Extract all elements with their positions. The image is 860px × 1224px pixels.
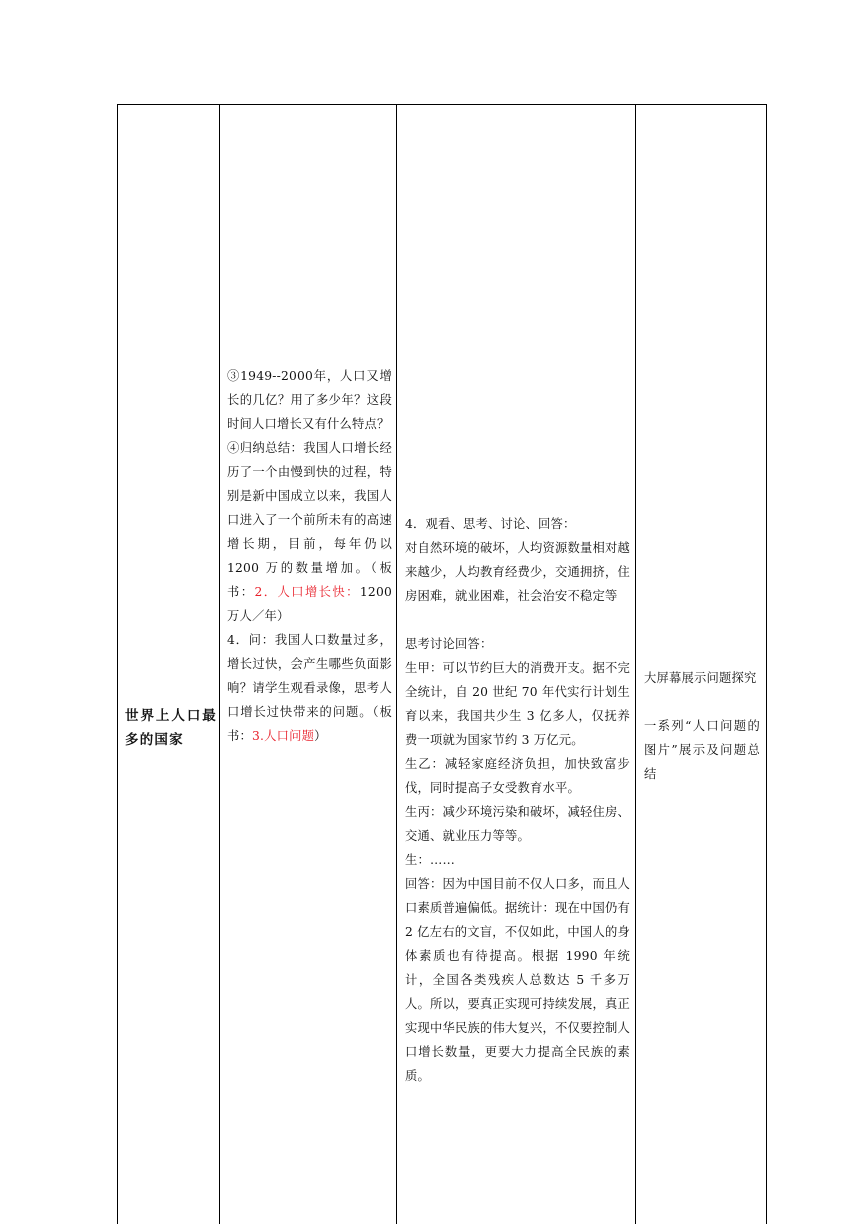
design-intent-cell (644, 666, 760, 786)
teacher-summary (227, 436, 392, 628)
section-title: 世界上人口最多的国家 (125, 708, 217, 748)
design-line-2: 一系列“人口问题的图片”展示及问题总结 (644, 719, 760, 781)
teacher-question-4 (227, 628, 392, 748)
final-answer: 回答：因为中国目前不仅人口多，而且人口素质普遍偏低。据统计：现在中国仍有 2 亿左右的文盲，不仅如此，中国人的身体素质也有待提高。根据 1990 年统计，全国各类残疾人总数达 5 千多万人。所以，要真正实现可持续发展，真正实现中华民族的伟大复兴，不仅要控制人口增长数量，更要大力提高全民族的素质。 (405, 877, 630, 1083)
discussion-heading: 思考讨论回答： (405, 637, 493, 651)
column-divider-2 (396, 104, 397, 1224)
design-line-1: 大屏幕展示问题探究 (644, 671, 757, 685)
student-answer-environment: 对自然环境的破坏，人均资源数量相对越来越少，人均教育经费少，交通拥挤，住房困难，就业困难，社会治安不稳定等 (405, 541, 630, 603)
student-a-answer: 生甲：可以节约巨大的消费开支。据不完全统计，自 20 世纪 70 年代实行计划生育以来，我国共少生 3 亿多人，仅抚养费一项就为国家节约 3 万亿元。 (405, 661, 630, 747)
teacher-question-3: ③1949--2000年，人口又增长的几亿？用了多少年？这段时间人口增长又有什么特点？ (227, 369, 392, 431)
board-note2-open: （板书： (227, 705, 392, 743)
board-note-open: （板书： (227, 561, 392, 599)
student-activity-cell (405, 512, 630, 1088)
student-c-answer: 生丙：减少环境污染和破坏，减轻住房、交通、就业压力等等。 (405, 805, 630, 843)
teacher-summary-text: ④归纳总结：我国人口增长经历了一个由慢到快的过程，特别是新中国成立以来，我国人口进入了一个前所未有的高速增长期，目前，每年仍以 1200 万的数量增加。 (227, 441, 392, 575)
student-etc: 生：…… (405, 853, 455, 867)
teacher-question-4-text: 4．问：我国人口数量过多，增长过快，会产生哪些负面影响？请学生观看录像，思考人口增长过快带来的问题。 (227, 633, 392, 719)
board-note-highlight: 2．人口增长快： (254, 585, 360, 599)
spacer (644, 690, 760, 714)
student-item-4: 4．观看、思考、讨论、回答： (405, 517, 576, 531)
column-divider-1 (219, 104, 220, 1224)
spacer (405, 608, 630, 632)
student-b-answer: 生乙：减轻家庭经济负担，加快致富步伐，同时提高子女受教育水平。 (405, 757, 630, 795)
teacher-activity-cell (227, 364, 392, 748)
column-divider-3 (635, 104, 636, 1224)
board-note2-close: ） (314, 729, 327, 743)
board-note-rest: 1200 万人／年） (227, 585, 392, 623)
board-note2-highlight: 3.人口问题 (252, 729, 315, 743)
